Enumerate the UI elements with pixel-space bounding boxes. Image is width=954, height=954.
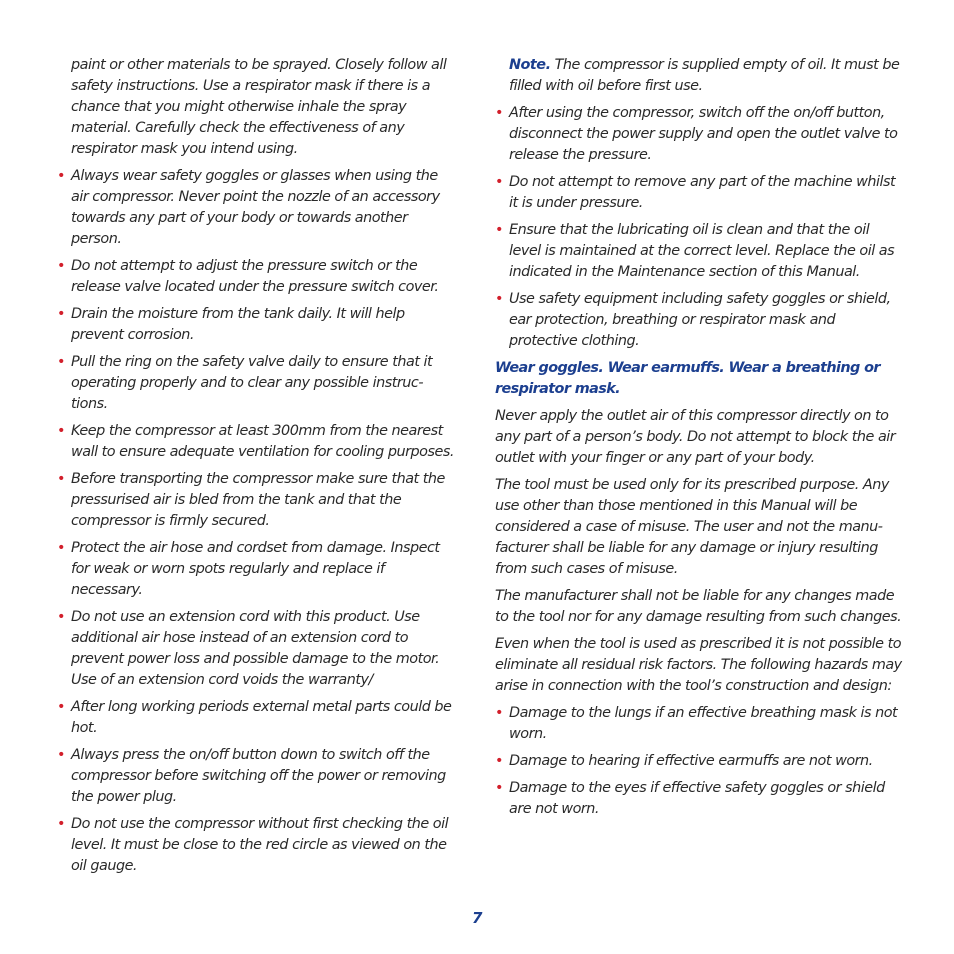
bullet-icon: • [57,168,65,184]
paragraph: The tool must be used only for its prescribed purpose. Any use other than those mentioned in this Manual will be considered a case of misuse. The user and not the manu- facturer shall be liable for any damage or injury resulting from such cases of misuse. [495,477,889,577]
bullet-icon: • [495,753,503,769]
list-item-text: After using the compressor, switch off the on/off button, disconnect the power supply and open the outlet valve to release the pressure. [509,105,898,163]
list-item [57,256,457,298]
list-item-text: Always wear safety goggles or glasses when using the air compressor. Never point the nozzle of an accessory towards any part of your body or towards another person. [71,168,440,247]
note-text: The compressor is supplied empty of oil. It must be filled with oil before first use. [509,57,900,94]
list-item-text: Do not attempt to remove any part of the machine whilst it is under pressure. [509,174,896,211]
hazard-item-text: Damage to the eyes if effective safety goggles or shield are not worn. [509,780,885,817]
bullet-icon: • [57,354,65,370]
list-item [495,220,903,283]
list-item [57,538,457,601]
hazard-item [495,778,903,820]
bullet-icon: • [57,306,65,322]
list-item-text: Drain the moisture from the tank daily. It will help prevent corrosion. [71,306,405,343]
list-item [57,352,457,415]
list-item-text: Ensure that the lubricating oil is clean and that the oil level is maintained at the correct level. Replace the oil as indicated in the Maintenance section of this Manual. [509,222,895,280]
hazard-item-text: Damage to the lungs if an effective breathing mask is not worn. [509,705,898,742]
list-item [57,745,457,808]
page-number: 7 [472,909,482,927]
list-item-text: Do not use an extension cord with this product. Use additional air hose instead of an extension cord to prevent power loss and possible damage to the motor. Use of an extension cord voids the warranty/ [71,609,440,688]
paragraph: The manufacturer shall not be liable for any changes made to the tool nor for any damage resulting from such changes. [495,588,902,625]
list-item-text: Pull the ring on the safety valve daily to ensure that it operating properly and to clear any possible instruc- tions. [71,354,433,412]
note-paragraph [509,55,903,97]
list-item-text: Protect the air hose and cordset from damage. Inspect for weak or worn spots regularly and replace if necessary. [71,540,440,598]
hazard-item-text: Damage to hearing if effective earmuffs are not worn. [509,753,873,769]
list-item [57,469,457,532]
list-item [57,304,457,346]
bullet-icon: • [495,222,503,238]
list-item [57,421,457,463]
list-item-text: Keep the compressor at least 300mm from the nearest wall to ensure adequate ventilation for cooling purposes. [71,423,454,460]
list-item-text: Use safety equipment including safety goggles or shield, ear protection, breathing or respirator mask and protective clothing. [509,291,891,349]
bullet-icon: • [495,705,503,721]
bullet-icon: • [495,174,503,190]
list-item-text: Before transporting the compressor make sure that the pressurised air is bled from the tank and that the compressor is firmly secured. [71,471,445,529]
list-item-text: Do not attempt to adjust the pressure switch or the release valve located under the pressure switch cover. [71,258,439,295]
list-item-text: After long working periods external metal parts could be hot. [71,699,452,736]
bullet-icon: • [57,540,65,556]
hazard-item [495,703,903,745]
note-label: Note. [509,57,551,73]
section-heading: Wear goggles. Wear earmuffs. Wear a breathing or respirator mask. [495,360,880,397]
bullet-icon: • [57,699,65,715]
intro-paragraph: paint or other materials to be sprayed. Closely follow all safety instructions. Use a respirator mask if there is a chance that you might otherwise inhale the spray material. Carefully check the effectiveness of any respirator mask you intend using. [71,57,447,157]
list-item [57,166,457,250]
bullet-icon: • [495,105,503,121]
bullet-icon: • [495,291,503,307]
list-item [57,814,457,877]
bullet-icon: • [57,747,65,763]
bullet-icon: • [57,258,65,274]
bullet-icon: • [57,423,65,439]
bullet-icon: • [57,609,65,625]
list-item-text: Always press the on/off button down to switch off the compressor before switching off the power or removing the power plug. [71,747,446,805]
list-item-text: Do not use the compressor without first checking the oil level. It must be close to the red circle as viewed on the oil gauge. [71,816,449,874]
bullet-icon: • [57,816,65,832]
bullet-icon: • [57,471,65,487]
list-item [495,289,903,352]
list-item [57,697,457,739]
hazard-item [495,751,903,772]
bullet-icon: • [495,780,503,796]
right-column [495,55,903,826]
paragraph: Even when the tool is used as prescribed it is not possible to eliminate all residual risk factors. The following hazards may arise in connection with the tool’s construction and design: [495,636,902,694]
left-column [57,55,457,883]
list-item [495,103,903,166]
list-item [495,172,903,214]
paragraph: Never apply the outlet air of this compressor directly on to any part of a person’s body. Do not attempt to block the air outlet with your finger or any part of your body. [495,408,896,466]
list-item [57,607,457,691]
